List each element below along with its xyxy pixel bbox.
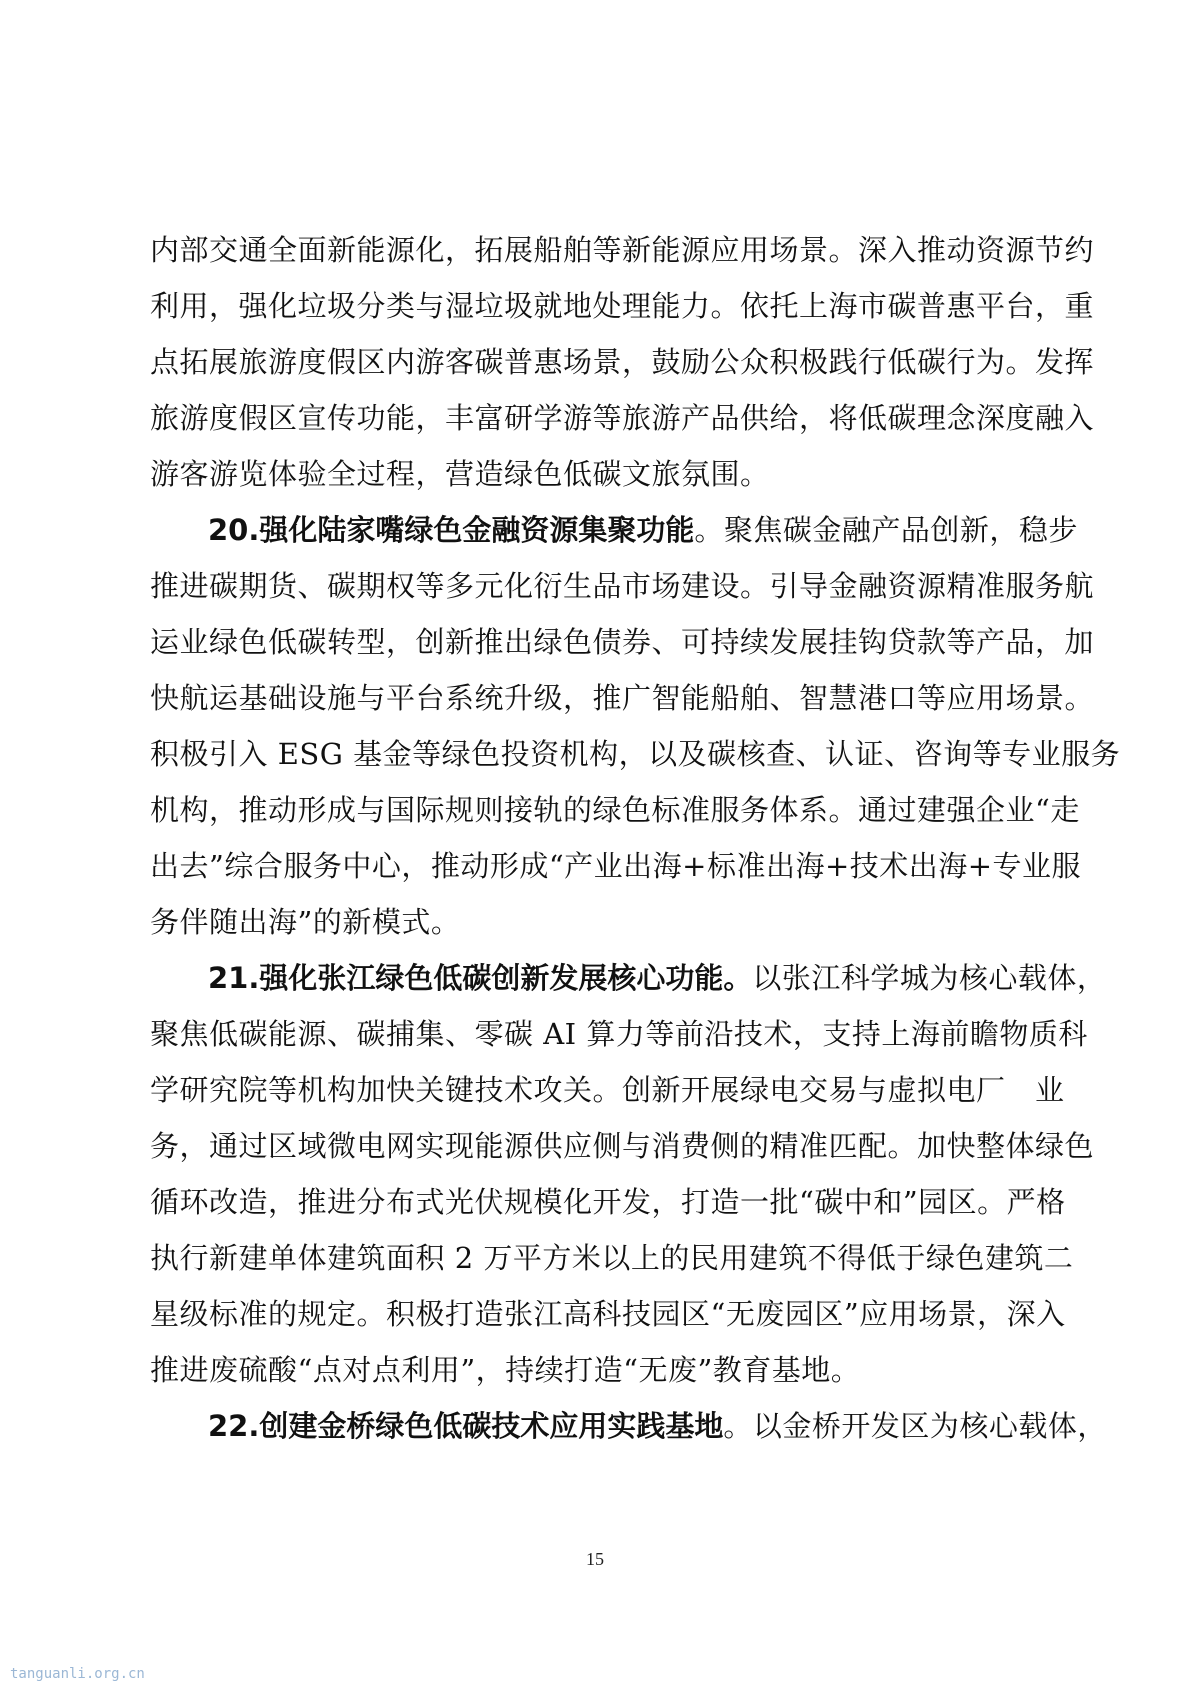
text-run: 。聚焦碳金融产品创新，稳步 [694,513,1078,547]
text-line: 学研究院等机构加快关键技术攻关。创新开展绿电交易与虚拟电厂 业 [150,1073,1065,1107]
text-line: 务伴随出海”的新模式。 [150,905,461,939]
text-line: 务，通过区域微电网实现能源供应侧与消费侧的精准匹配。加快整体绿色 [150,1129,1095,1163]
watermark: tanguanli.org.cn [10,1666,145,1682]
paragraph-first-line [150,502,1078,558]
text-line: 出去”综合服务中心，推动形成“产业出海+标准出海+技术出海+专业服 [150,849,1082,883]
section-heading-20: 20.强化陆家嘴绿色金融资源集聚功能 [208,513,695,547]
text-line: 推进废硫酸“点对点利用”，持续打造“无废”教育基地。 [150,1353,861,1387]
text-line: 执行新建单体建筑面积 2 万平方米以上的民用建筑不得低于绿色建筑二 [150,1241,1074,1275]
section-heading-22: 22.创建金桥绿色低碳技术应用实践基地 [208,1409,724,1443]
text-line: 游客游览体验全过程，营造绿色低碳文旅氛围。 [150,457,770,491]
text-line: 聚焦低碳能源、碳捕集、零碳 AI 算力等前沿技术，支持上海前瞻物质科 [150,1017,1088,1051]
text-line: 快航运基础设施与平台系统升级，推广智能船舶、智慧港口等应用场景。 [150,681,1095,715]
text-run: 以张江科学城为核心载体， [752,961,1107,995]
body-text [150,222,1121,1454]
text-line: 点拓展旅游度假区内游客碳普惠场景，鼓励公众积极践行低碳行为。发挥 [150,345,1095,379]
text-line: 机构，推动形成与国际规则接轨的绿色标准服务体系。通过建强企业“走 [150,793,1080,827]
text-run: 。以金桥开发区为核心载体， [723,1409,1107,1443]
text-line: 循环改造，推进分布式光伏规模化开发，打造一批“碳中和”园区。严格 [150,1185,1066,1219]
text-line: 星级标准的规定。积极打造张江高科技园区“无废园区”应用场景，深入 [150,1297,1066,1331]
paragraph-first-line [150,950,1107,1006]
section-heading-21: 21.强化张江绿色低碳创新发展核心功能。 [208,961,753,995]
text-line: 运业绿色低碳转型，创新推出绿色债券、可持续发展挂钩贷款等产品，加 [150,625,1095,659]
text-line: 内部交通全面新能源化，拓展船舶等新能源应用场景。深入推动资源节约 [150,233,1095,267]
text-line: 旅游度假区宣传功能，丰富研学游等旅游产品供给，将低碳理念深度融入 [150,401,1095,435]
paragraph-first-line [150,1398,1107,1454]
text-line: 推进碳期货、碳期权等多元化衍生品市场建设。引导金融资源精准服务航 [150,569,1095,603]
text-line: 积极引入 ESG 基金等绿色投资机构，以及碳核查、认证、咨询等专业服务 [150,737,1121,771]
text-line: 利用，强化垃圾分类与湿垃圾就地处理能力。依托上海市碳普惠平台，重 [150,289,1095,323]
page-number: 15 [586,1549,604,1569]
